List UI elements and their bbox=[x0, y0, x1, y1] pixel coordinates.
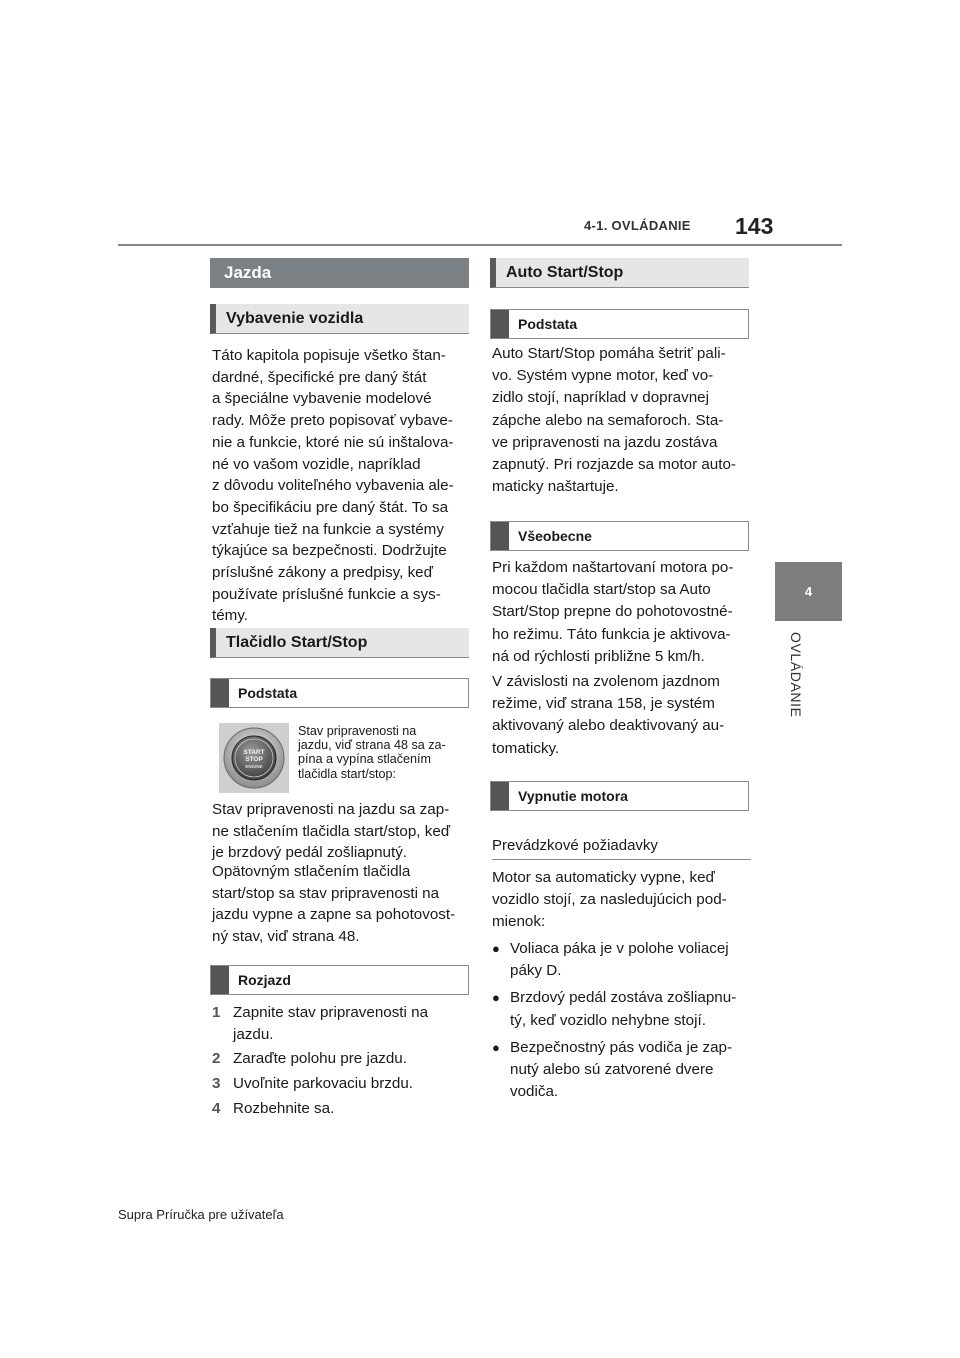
text-line: pína a vypína stlačením bbox=[298, 752, 432, 767]
step-text: Zaraďte polohu pre jazdu. bbox=[233, 1050, 407, 1068]
step-item bbox=[212, 1098, 474, 1120]
text-line: Pri každom naštartovaní motora po- bbox=[492, 559, 734, 576]
paragraph-tlacidlo-2 bbox=[212, 861, 474, 948]
image-caption bbox=[298, 724, 470, 781]
text-line: mocou tlačidla start/stop sa Auto bbox=[492, 581, 711, 599]
text-line: Voliaca páka je v polohe voliacej bbox=[510, 940, 729, 957]
text-line: režime, viď strana 158, je systém bbox=[492, 695, 715, 713]
bullet-icon: ● bbox=[492, 990, 500, 1006]
text-line: je brzdový pedál zošliapnutý. bbox=[212, 844, 408, 862]
subheading-prevadzkove: Prevádzkové požiadavky bbox=[492, 830, 751, 860]
button-text-engine: ENGINE bbox=[245, 764, 263, 769]
text-line: týkajúce sa bezpečnosti. Dodržujte bbox=[212, 542, 447, 560]
paragraph-vypnutie bbox=[492, 867, 754, 934]
text-line: Brzdový pedál zostáva zošliapnu- bbox=[510, 989, 737, 1007]
footer-title: Supra Príručka pre užívateľa bbox=[118, 1207, 284, 1222]
subheading-label: Rozjazd bbox=[238, 972, 291, 988]
step-number: 3 bbox=[212, 1075, 221, 1093]
steps-list bbox=[212, 1002, 474, 1123]
text-line: Bezpečnostný pás vodiča je zap- bbox=[510, 1038, 733, 1056]
paragraph-tlacidlo-1 bbox=[212, 799, 474, 864]
bullet-icon: ● bbox=[492, 1039, 500, 1055]
text-line: Motor sa automaticky vypne, keď bbox=[492, 869, 715, 886]
text-line: z dôvodu voliteľného vybavenia ale- bbox=[212, 477, 454, 495]
bullet-item bbox=[492, 1037, 754, 1104]
text-line: vzťahuje tiež na funkcie a systémy bbox=[212, 520, 444, 538]
text-line: bo špecifikáciu pre daný štát. To sa bbox=[212, 498, 449, 516]
text-line: Opätovným stlačením tlačidla bbox=[212, 863, 411, 880]
subheading-label: Podstata bbox=[518, 316, 578, 332]
chapter-tab: 4 bbox=[775, 562, 842, 621]
subheading-label: Vypnutie motora bbox=[518, 788, 628, 804]
text-line: Táto kapitola popisuje všetko štan- bbox=[212, 347, 446, 364]
text-line: tomaticky. bbox=[492, 739, 560, 757]
button-text-stop: STOP bbox=[245, 756, 263, 763]
paragraph-vseobecne-1 bbox=[492, 557, 754, 668]
text-line: V závislosti na zvolenom jazdnom bbox=[492, 673, 720, 690]
paragraph-vybavenie bbox=[212, 345, 474, 627]
subheading-bar bbox=[491, 522, 509, 550]
text-line: ho režimu. Táto funkcia je aktivova- bbox=[492, 625, 731, 643]
chapter-side-label-text: OVLÁDANIE bbox=[788, 632, 804, 718]
subheading-vseobecne bbox=[490, 521, 749, 551]
subheading-podstata-left bbox=[210, 678, 469, 708]
text-line: vodiča. bbox=[510, 1083, 559, 1101]
text-line: ná od rýchlosti približne 5 km/h. bbox=[492, 647, 705, 665]
text-line: start/stop sa stav pripravenosti na bbox=[212, 884, 440, 902]
subheading-label: Podstata bbox=[238, 685, 298, 701]
subheading-podstata-right bbox=[490, 309, 749, 339]
subheading-bar bbox=[211, 679, 229, 707]
text-line: aktivovaný alebo deaktivovaný au- bbox=[492, 717, 725, 735]
text-line: Auto Start/Stop pomáha šetriť pali- bbox=[492, 345, 726, 362]
bullet-text bbox=[510, 1037, 732, 1104]
text-line: dardné, špecifické pre daný štát bbox=[212, 368, 427, 386]
text-line: páky D. bbox=[510, 962, 562, 980]
bullet-icon: ● bbox=[492, 941, 500, 956]
header-rule bbox=[118, 244, 842, 246]
text-line: príslušné zákony a predpisy, keď bbox=[212, 564, 433, 582]
text-line: Zapnite stav pripravenosti na bbox=[233, 1004, 429, 1021]
subheading-bar bbox=[491, 310, 509, 338]
text-line: zapnutý. Pri rozjazde sa motor auto- bbox=[492, 456, 736, 474]
text-line: rady. Môže preto popisovať vybave- bbox=[212, 412, 453, 430]
text-line: tý, keď vozidlo nehybne stojí. bbox=[510, 1011, 706, 1029]
bullet-item bbox=[492, 938, 754, 982]
heading-vybavenie: Vybavenie vozidla bbox=[210, 304, 469, 334]
text-line: zápche alebo na semaforoch. Sta- bbox=[492, 411, 724, 429]
button-text-start: START bbox=[243, 749, 265, 756]
text-line: Stav pripravenosti na jazdu sa zap- bbox=[212, 801, 450, 818]
text-line: jazdu. bbox=[233, 1025, 274, 1043]
step-number: 1 bbox=[212, 1004, 221, 1021]
paragraph-vseobecne-2 bbox=[492, 671, 754, 760]
step-number: 2 bbox=[212, 1050, 221, 1068]
text-line: ve pripravenosti na jazdu zostáva bbox=[492, 433, 718, 451]
step-text: Rozbehnite sa. bbox=[233, 1099, 335, 1117]
step-number: 4 bbox=[212, 1099, 221, 1117]
paragraph-podstata bbox=[492, 343, 754, 498]
text-line: vozidlo stojí, za nasledujúcich pod- bbox=[492, 891, 727, 909]
bullet-item bbox=[492, 987, 754, 1031]
text-line: ný stav, viď strana 48. bbox=[212, 928, 360, 946]
bullet-list bbox=[492, 938, 754, 1108]
text-line: nie a funkcie, ktoré nie sú inštalova- bbox=[212, 433, 454, 451]
subheading-bar bbox=[211, 966, 229, 994]
start-stop-button-image bbox=[219, 723, 289, 793]
text-line: a špeciálne vybavenie modelové bbox=[212, 390, 432, 408]
text-line: Start/Stop prepne do pohotovostné- bbox=[492, 603, 733, 621]
step-item bbox=[212, 1048, 474, 1070]
text-line: zidlo stojí, napríklad v dopravnej bbox=[492, 389, 709, 407]
text-line: témy. bbox=[212, 607, 249, 625]
step-item bbox=[212, 1002, 474, 1045]
subheading-rozjazd bbox=[210, 965, 469, 995]
page-number: 143 bbox=[735, 213, 774, 239]
text-line: jazdu vypne a zapne sa pohotovost- bbox=[212, 906, 456, 924]
text-line: vo. Systém vypne motor, keď vo- bbox=[492, 367, 714, 385]
text-line: ne stlačením tlačidla start/stop, keď bbox=[212, 822, 451, 840]
text-line: mienok: bbox=[492, 913, 546, 931]
bullet-text bbox=[510, 938, 729, 982]
subheading-label: Všeobecne bbox=[518, 528, 592, 544]
subheading-bar bbox=[491, 782, 509, 810]
step-text bbox=[233, 1002, 428, 1045]
text-line: né vo vašom vozidle, napríklad bbox=[212, 455, 421, 473]
heading-tlacidlo: Tlačidlo Start/Stop bbox=[210, 628, 469, 658]
step-text: Uvoľnite parkovaciu brzdu. bbox=[233, 1075, 414, 1093]
start-stop-button-icon bbox=[219, 723, 289, 793]
text-line: používate príslušné funkcie a sys- bbox=[212, 585, 441, 603]
text-line: jazdu, viď strana 48 sa za- bbox=[298, 738, 446, 753]
chapter-title: 4-1. OVLÁDANIE bbox=[584, 218, 691, 233]
subheading-vypnutie bbox=[490, 781, 749, 811]
text-line: Stav pripravenosti na bbox=[298, 724, 417, 738]
step-item bbox=[212, 1073, 474, 1095]
text-line: nutý alebo sú zatvorené dvere bbox=[510, 1061, 714, 1079]
text-line: maticky naštartuje. bbox=[492, 478, 619, 496]
section-title-jazda: Jazda bbox=[210, 258, 469, 288]
chapter-side-label bbox=[786, 632, 806, 732]
text-line: tlačidla start/stop: bbox=[298, 766, 396, 781]
heading-auto-start-stop: Auto Start/Stop bbox=[490, 258, 749, 288]
bullet-text bbox=[510, 987, 736, 1031]
